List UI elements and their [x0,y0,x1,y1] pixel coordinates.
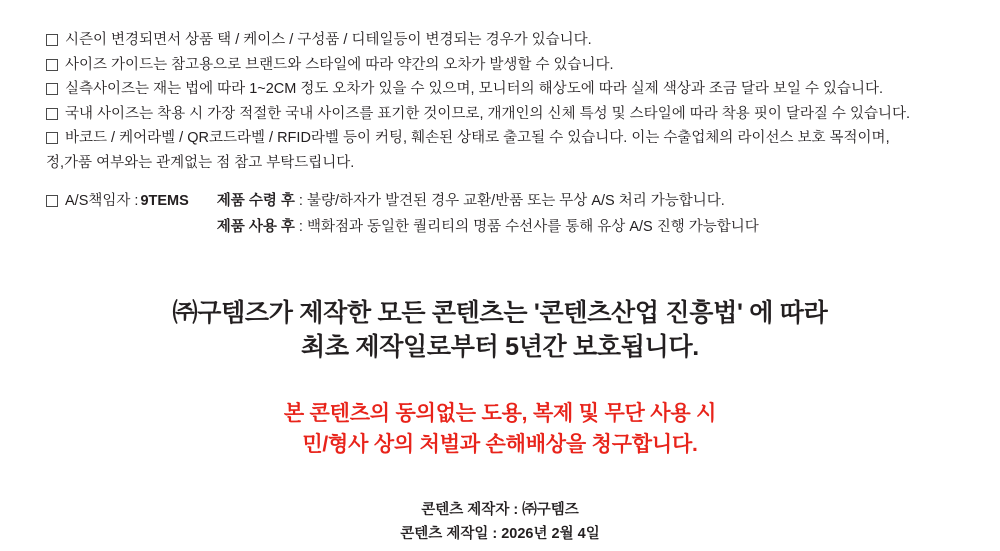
copyright-headline-line2: 최초 제작일로부터 5년간 보호됩니다. [301,333,699,361]
copyright-warning-line2: 민/형사 상의 처벌과 손해배상을 청구합니다. [302,433,698,456]
checkbox-icon [46,34,58,46]
notice-continuation-text: 정,가품 여부와는 관계없는 점 참고 부탁드립니다. [46,154,355,171]
as-manager [46,188,189,213]
checkbox-icon [46,83,58,95]
as-policy-detail: : 백화점과 동일한 퀄리티의 명품 수선사를 통해 유상 A/S 진행 가능합니다 [294,219,759,235]
checkbox-icon [46,59,58,71]
as-policy-detail: : 불량/하자가 발견된 경우 교환/반품 또는 무상 A/S 처리 가능합니다. [294,193,725,209]
notice-item-text: 실측사이즈는 재는 법에 따라 1~2CM 정도 오차가 있을 수 있으며, 모니터의 해상도에 따라 실제 색상과 조금 달라 보일 수 있습니다. [65,81,884,97]
notice-item [46,102,976,127]
copyright-headline-line1: ㈜구템즈가 제작한 모든 콘텐츠는 '콘텐츠산업 진흥법' 에 따라 [172,299,828,327]
notice-item [46,77,976,102]
checkbox-icon [46,195,58,207]
checkbox-icon [46,108,58,120]
notice-list [46,28,976,175]
notice-item [46,126,976,151]
copyright-headline [0,296,1000,364]
copyright-warning-line1: 본 콘텐츠의 동의없는 도용, 복제 및 무단 사용 시 [283,402,717,425]
notice-item [46,28,976,53]
notice-item-text: 사이즈 가이드는 참고용으로 브랜드와 스타일에 따라 약간의 오차가 발생할 수 있습니다. [65,56,614,73]
content-creator: 콘텐츠 제작자 : ㈜구템즈 [421,502,579,518]
notice-item-text: 바코드 / 케어라벨 / QR코드라벨 / RFID라벨 등이 커팅, 훼손된 상태로 출고될 수 있습니다. 이는 수출업체의 라이선스 보호 목적이며, [65,130,890,146]
checkbox-icon [46,132,58,144]
as-policy-row [217,214,759,240]
as-policy-row [217,188,759,214]
as-manager-value: 9TEMS [140,193,189,209]
as-policy-list [217,188,759,240]
content-created-date: 콘텐츠 제작일 : 2026년 2월 4일 [400,526,600,542]
notice-item [46,53,976,78]
as-policy-lead: 제품 사용 후 [216,219,295,235]
after-service-block [46,188,759,240]
copyright-warning [0,398,1000,460]
notice-item-text: 시즌이 변경되면서 상품 택 / 케이스 / 구성품 / 디테일등이 변경되는 경우가 있습니다. [65,32,592,48]
content-credits [0,498,1000,546]
as-policy-lead: 제품 수령 후 [216,193,295,209]
notice-item-text: 국내 사이즈는 착용 시 가장 적절한 국내 사이즈를 표기한 것이므로, 개개인의 신체 특성 및 스타일에 따라 착용 핏이 달라질 수 있습니다. [65,105,911,122]
as-manager-label: A/S책임자 : [65,193,139,209]
